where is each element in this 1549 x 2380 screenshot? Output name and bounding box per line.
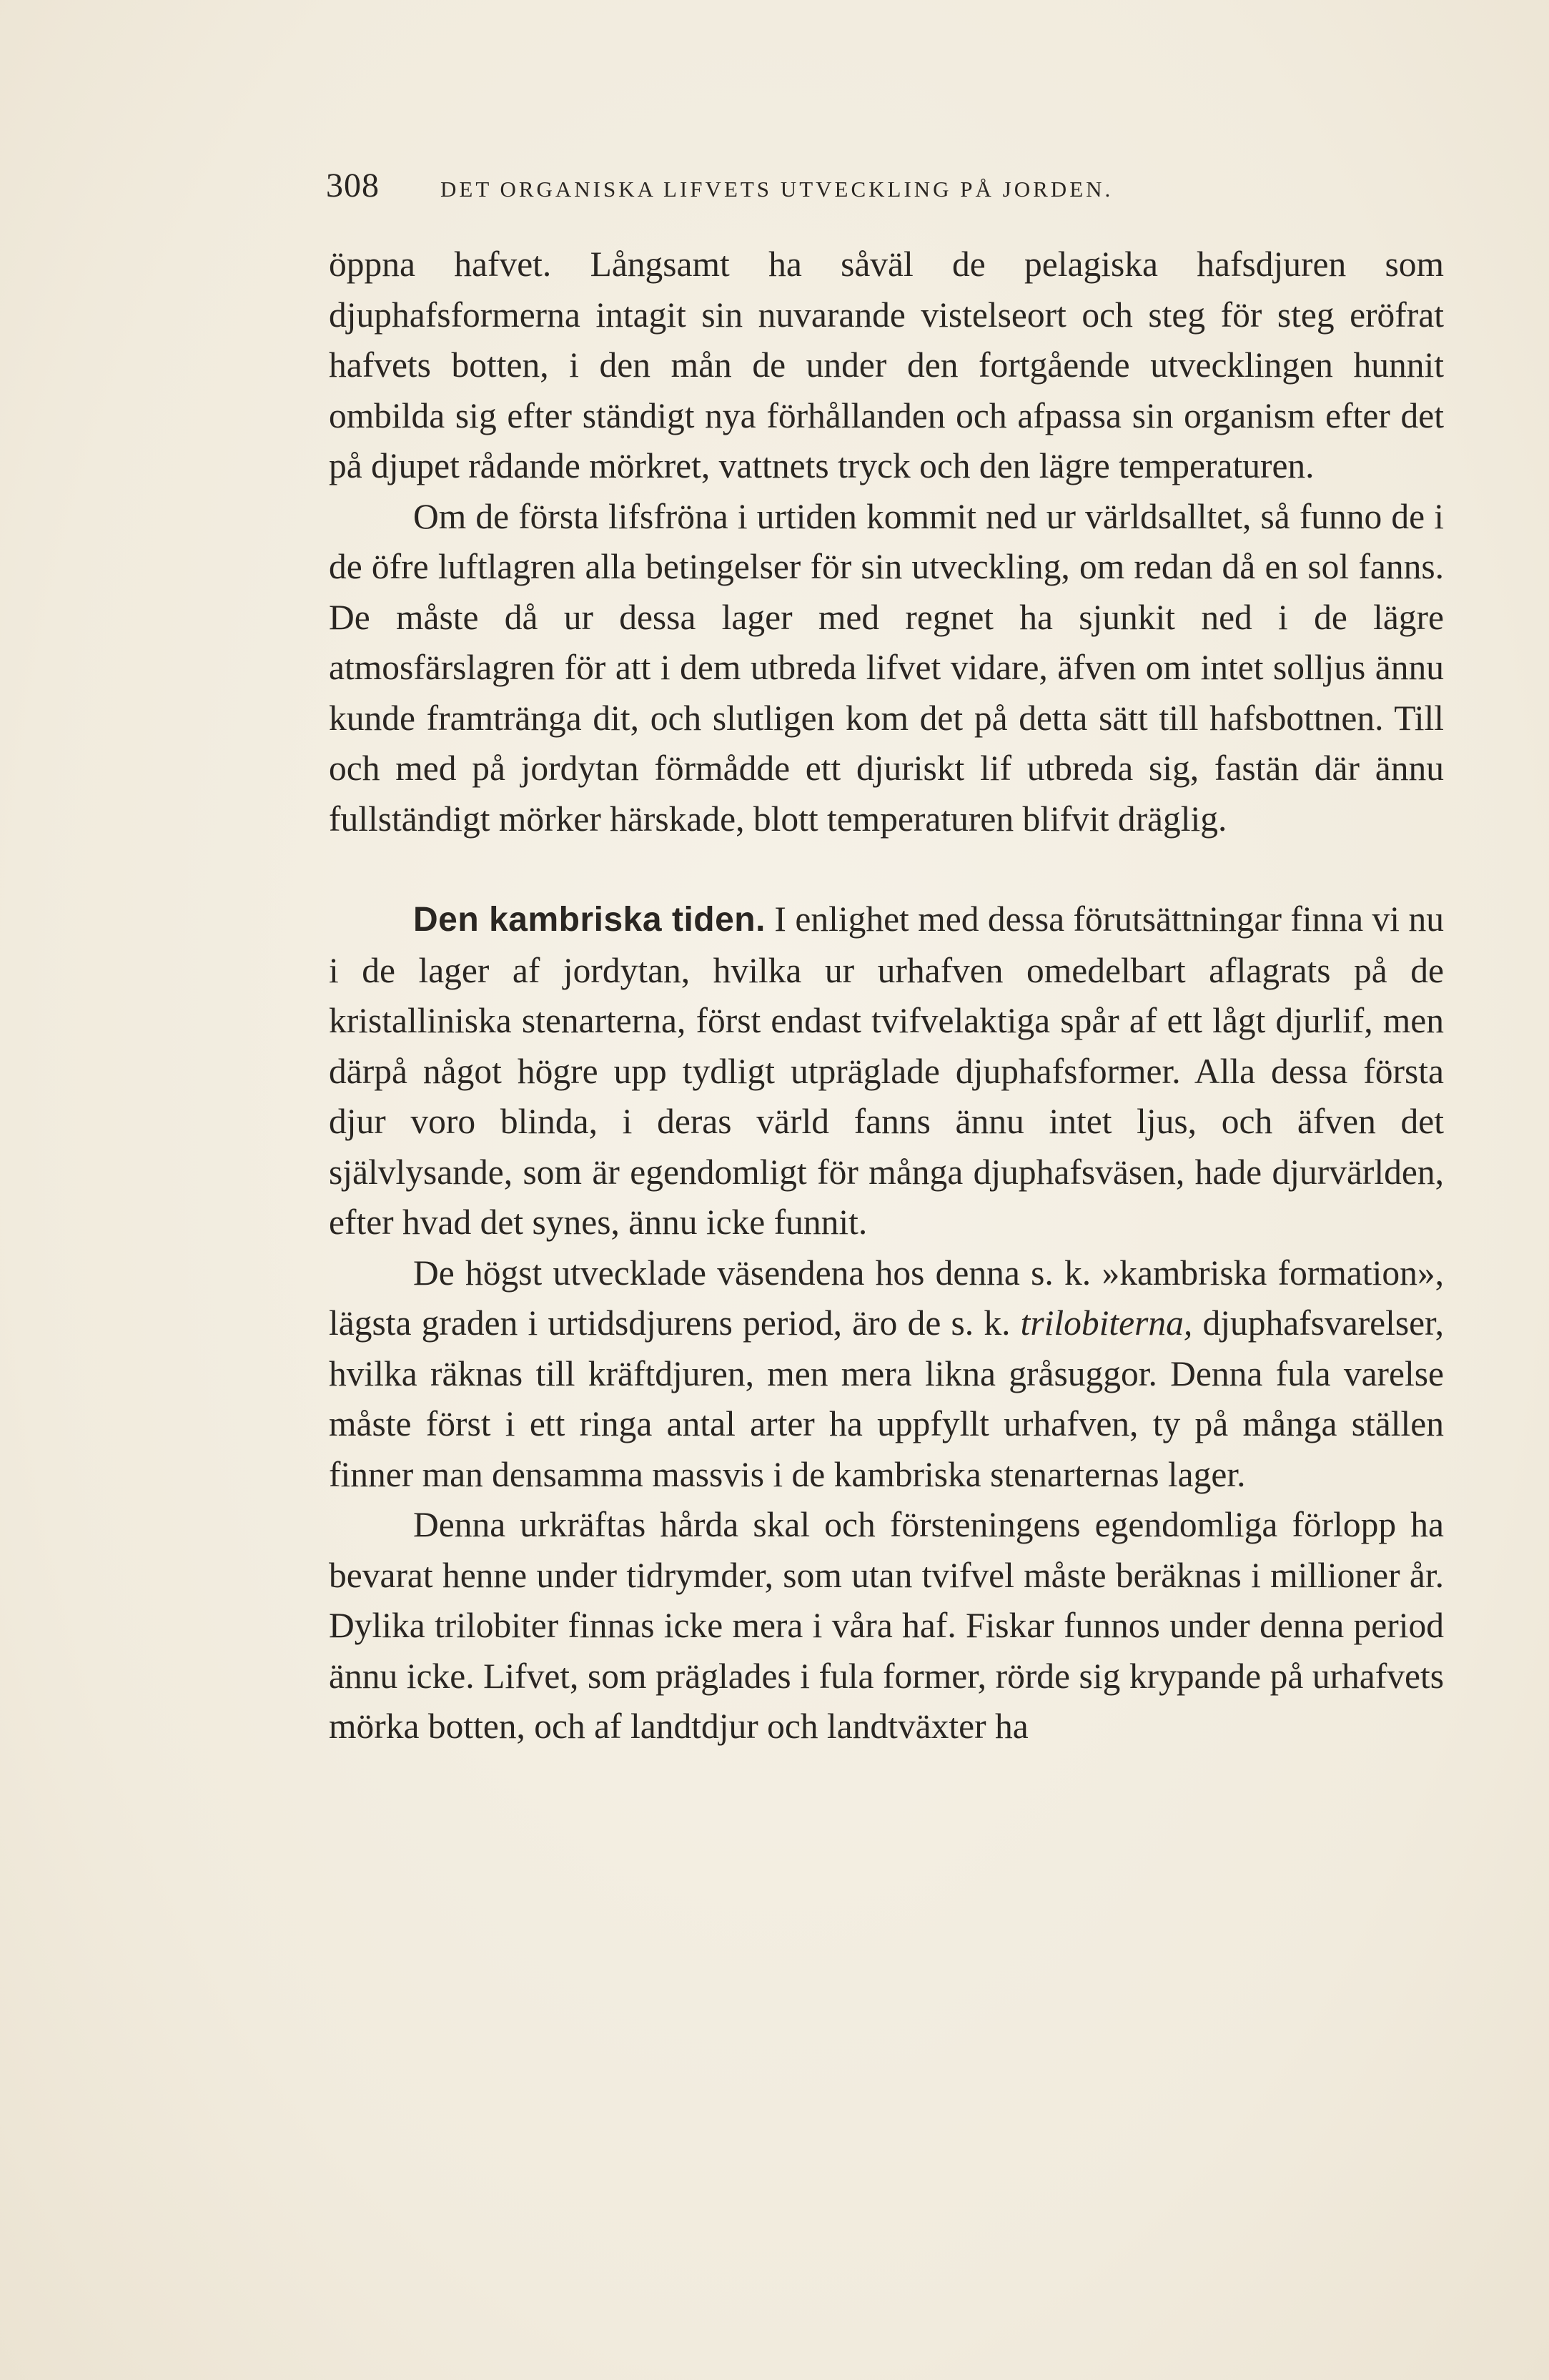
paragraph-3 [329, 894, 1444, 1248]
page-number: 308 [326, 167, 380, 204]
paragraph-4-text-a: De högst utvecklade väsendena hos denna s. k. »kambriska formation», lägsta graden i urtidsdjurens period, äro de s. k. [329, 1253, 1444, 1343]
page-header [326, 166, 1441, 216]
trilobites-term: trilobiterna, [1020, 1303, 1193, 1343]
body-text [329, 240, 1444, 1752]
running-head: DET ORGANISKA LIFVETS UTVECKLING PÅ JORDEN. [440, 177, 1114, 202]
paragraph-5: Denna urkräftas hårda skal och försteningens egendomliga förlopp ha bevarat henne under tidrymder, som utan tvifvel måste beräknas i millioner år. Dylika trilobiter finnas icke mera i våra haf. Fiskar funnos under denna period ännu icke. Lifvet, som präglades i fula former, rörde sig krypande på urhafvets mörka botten, och af landtdjur och landtväxter ha [329, 1505, 1444, 1746]
paragraph-2: Om de första lifsfröna i urtiden kommit ned ur världsalltet, så funno de i de öfre luftlagren alla betingelser för sin utveckling, om redan då en sol fanns. De måste då ur dessa lager med regnet ha sjunkit ned i de lägre atmosfärslagren för att i dem utbreda lifvet vidare, äfven om intet solljus ännu kunde framtränga dit, och slutligen kom det på detta sätt till hafsbottnen. Till och med på jordytan förmådde ett djuriskt lif utbreda sig, fastän där ännu fullständigt mörker härskade, blott temperaturen blifvit dräglig. [329, 496, 1444, 839]
section-heading: Den kambriska tiden. [413, 901, 766, 939]
paragraph-4-text-b: djuphafsvarelser, hvilka räknas till kräftdjuren, men mera likna gråsuggor. Denna fula varelse måste först i ett ringa antal arter ha uppfyllt urhafven, ty på många ställen finner man densamma massvis i de kambriska stenarternas lager. [329, 1303, 1445, 1494]
paragraph-3-text: I enlighet med dessa förutsättningar finna vi nu i de lager af jordytan, hvilka ur urhafven omedelbart aflagrats på de kristalliniska stenarterna, först endast tvifvelaktiga spår af ett lågt djurlif, men därpå något högre upp tydligt utpräglade djuphafsformer. Alla dessa första djur voro blinda, i deras värld fanns ännu intet ljus, och äfven det självlysande, som är egendomligt för många djuphafsväsen, hade djurvärlden, efter hvad det synes, ännu icke funnit. [329, 899, 1444, 1242]
paragraph-4 [329, 1248, 1444, 1501]
paragraph-1: öppna hafvet. Långsamt ha såväl de pelagiska hafsdjuren som djuphafsformerna intagit sin nuvarande vistelseort och steg för steg eröfrat hafvets botten, i den mån de under den fortgående utvecklingen hunnit ombilda sig efter ständigt nya förhållanden och afpassa sin organism efter det på djupet rådande mörkret, vattnets tryck och den lägre temperaturen. [329, 245, 1444, 485]
